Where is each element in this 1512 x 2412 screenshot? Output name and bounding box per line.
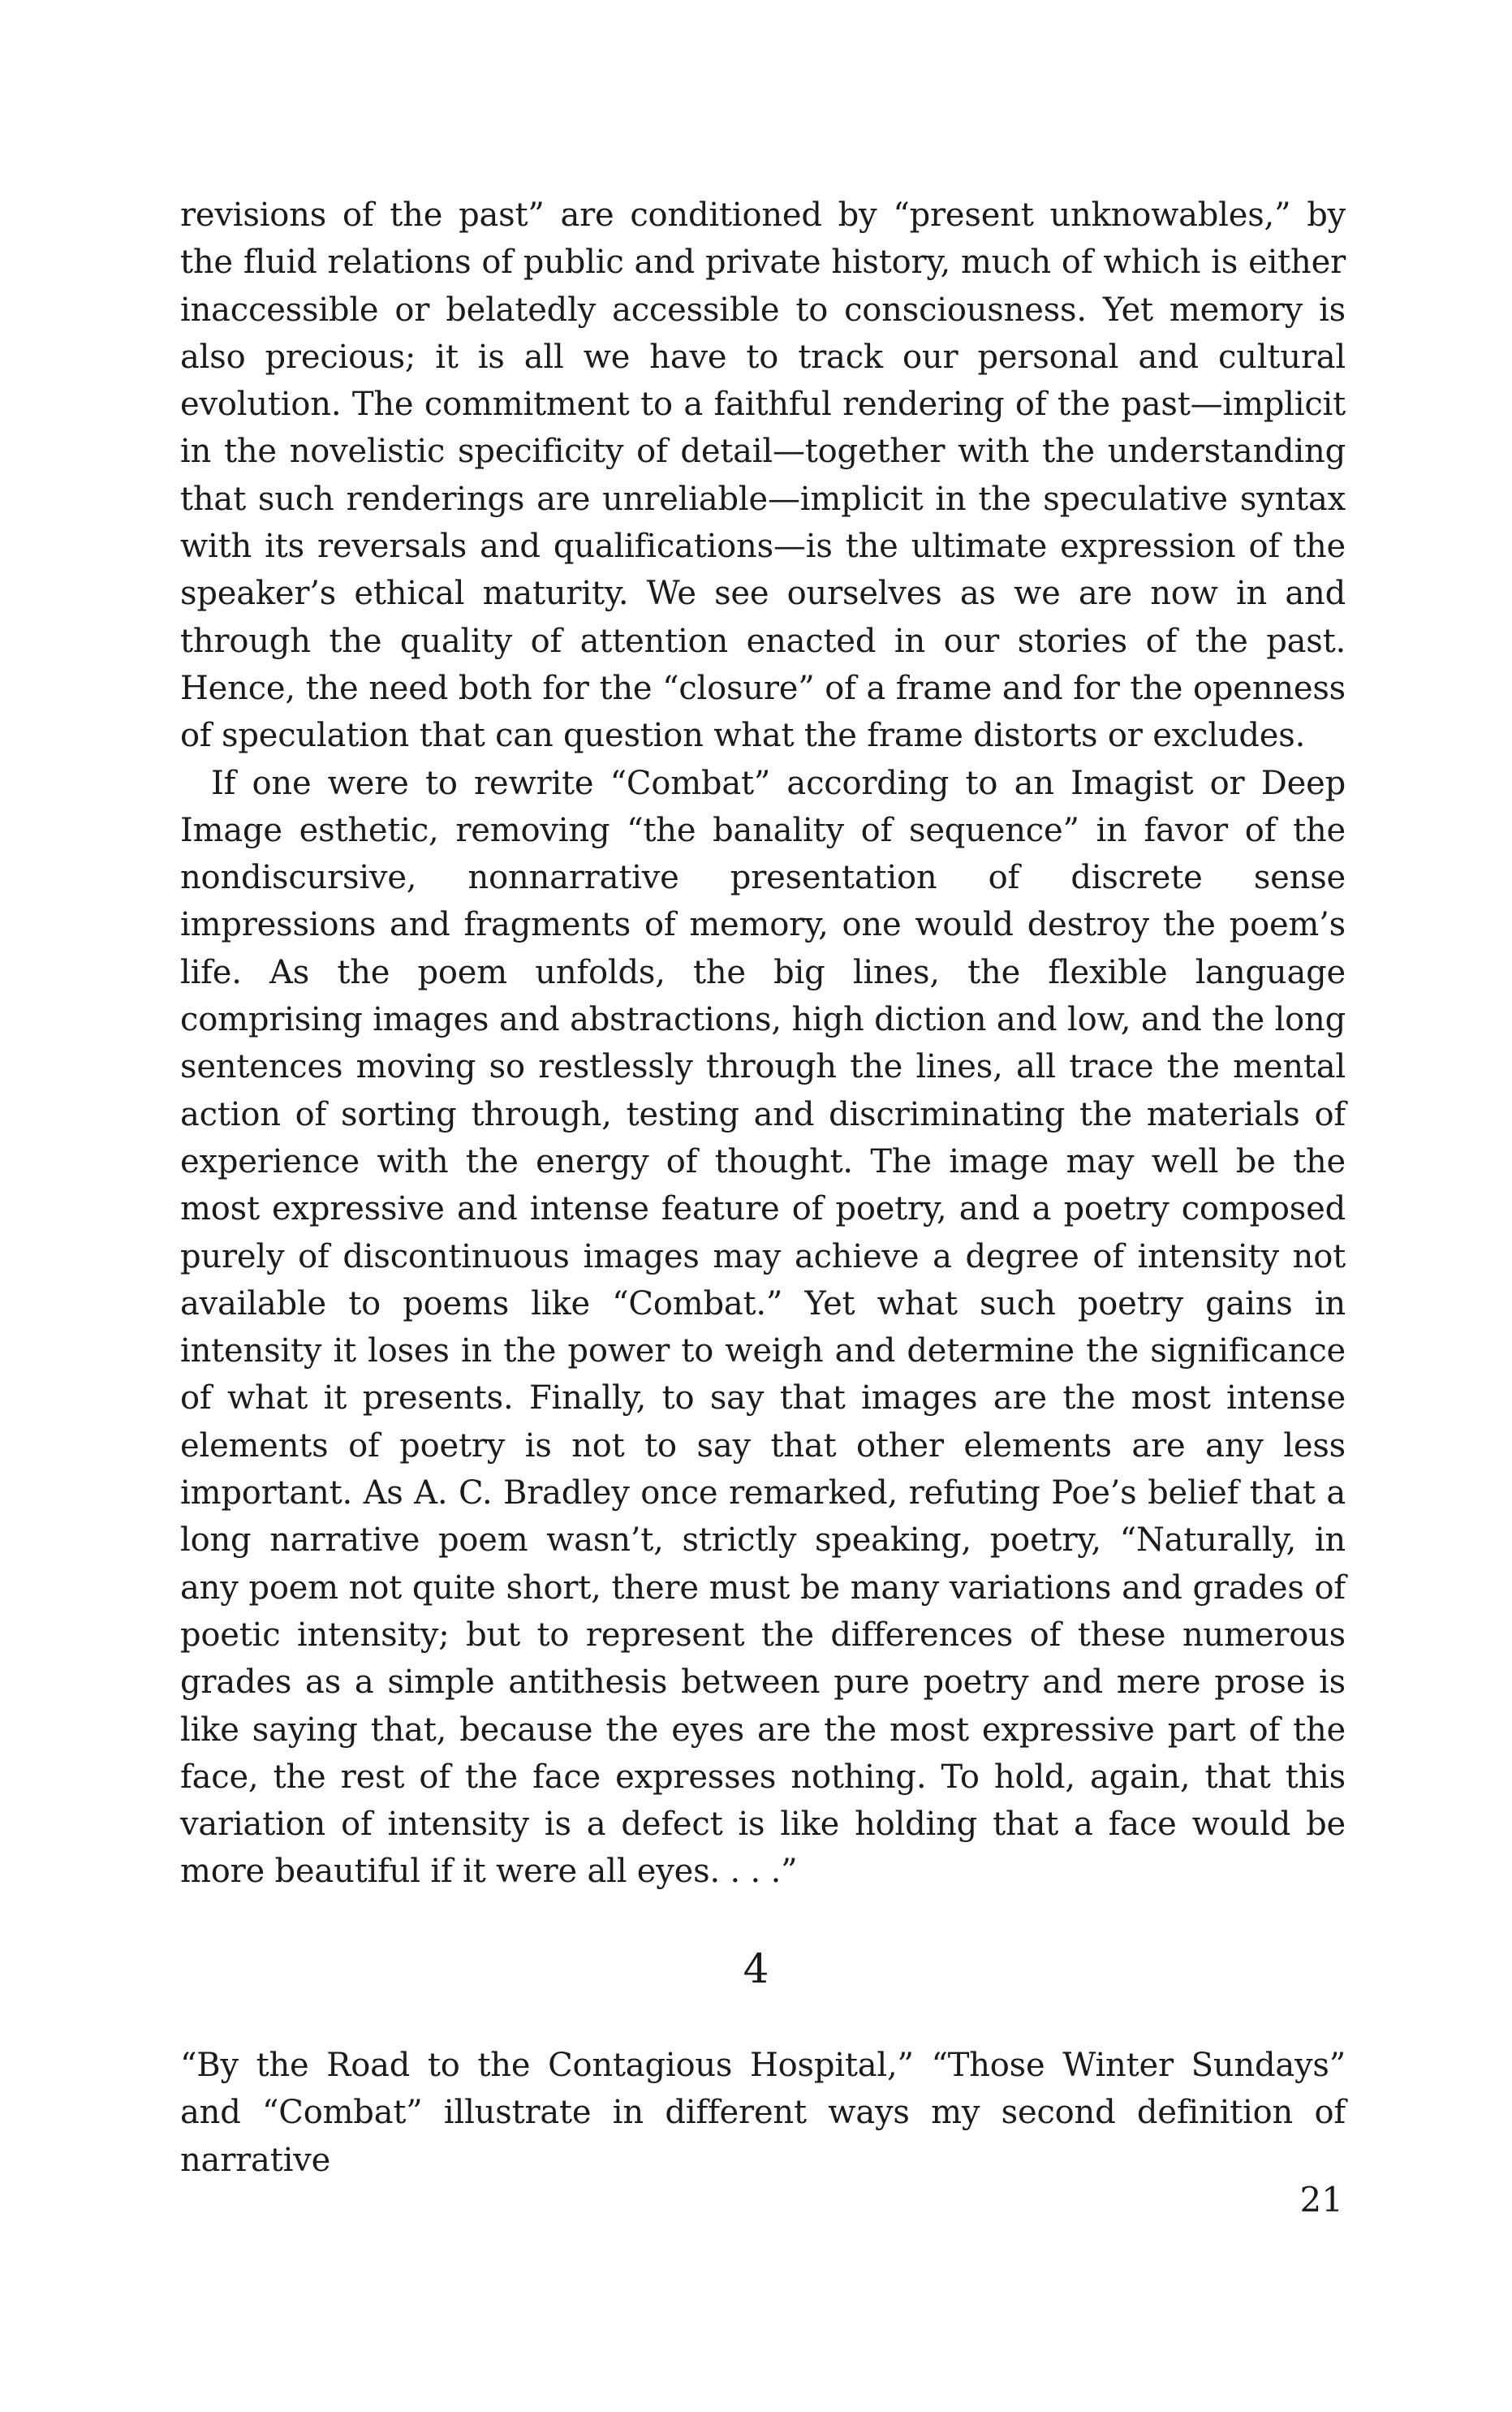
- page-number: 21: [1299, 2180, 1343, 2220]
- paragraph: If one were to rewrite “Combat” according to an Imagist or Deep Image esthetic, removing “the banality of sequence” in favor of the nondiscursive, nonnarrative presentation of discrete sense impressions and fragments of memory, one would destroy the poem’s life. As the poem unfolds, the big lines, the flexible language comprising images and abstractions, high diction and low, and the long sentences moving so restlessly through the lines, all trace the mental action of sorting through, testing and discriminating the materials of experience with the energy of thought. The image may well be the most expressive and intense feature of poetry, and a poetry composed purely of discontinuous images may achieve a degree of intensity not available to poems like “Combat.” Yet what such poetry gains in intensity it loses in the power to weigh and determine the significance of what it presents. Finally, to say that images are the most intense elements of poetry is not to say that other elements are any less important. As A. C. Bradley once remarked, refuting Poe’s belief that a long narrative poem wasn’t, strictly speaking, poetry, “Naturally, in any poem not quite short, there must be many variations and grades of poetic intensity; but to represent the differences of these numerous grades as a simple antithesis between pure poetry and mere prose is like saying that, because the eyes are the most expressive part of the face, the rest of the face expresses nothing. To hold, again, that this variation of intensity is a defect is like holding that a face would be more beautiful if it were all eyes. . . .”: [180, 764, 1346, 1891]
- section-paragraph: “By the Road to the Contagious Hospital,” “Those Winter Sundays” and “Combat” illustrate in different ways my second definition of narrative: [180, 2047, 1346, 2179]
- body-text: [180, 192, 1346, 1896]
- paragraph-continued: revisions of the past” are conditioned by “present unknowables,” by the fluid relations of public and private history, much of which is either inaccessible or belatedly accessible to consciousness. Yet memory is also precious; it is all we have to track our personal and cultural evolution. The commitment to a faithful rendering of the past—implicit in the novelistic specificity of detail—together with the understanding that such renderings are unreliable—implicit in the speculative syntax with its reversals and qualifications—is the ultimate expression of the speaker’s ethical maturity. We see ourselves as we are now in and through the quality of attention enacted in our stories of the past. Hence, the need both for the “closure” of a frame and for the openness of speculation that can question what the frame distorts or excludes.: [180, 196, 1346, 755]
- section-number: 4: [743, 1945, 769, 1992]
